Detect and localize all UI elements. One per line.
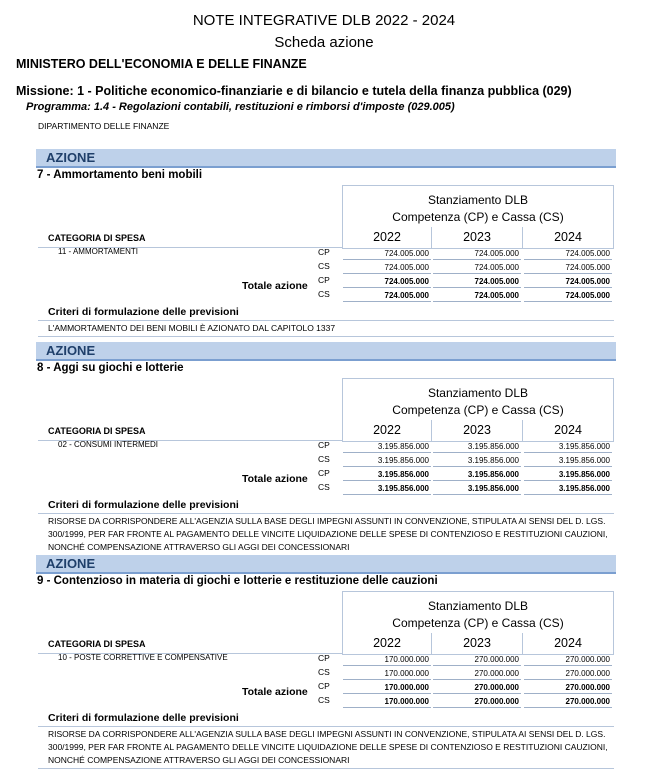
year-header: 2024 (523, 227, 614, 249)
categoria-header: CATEGORIA DI SPESA (48, 639, 146, 649)
tot-cs-value: 270.000.000 (433, 695, 521, 708)
program-title: Programma: 1.4 - Regolazioni contabili, restituzioni e rimborsi d'imposte (029.005) (26, 101, 455, 113)
criteria-text: NONCHÉ COMPENSAZIONE ATTRAVERSO GLI AGGI DEI CONCESSIONARI (48, 755, 350, 765)
stanziamento-line1: Stanziamento DLB (427, 599, 529, 613)
ministry-name: MINISTERO DELL'ECONOMIA E DELLE FINANZE (16, 57, 307, 71)
year-header: 2024 (523, 633, 614, 655)
row-type-label: CS (318, 289, 330, 299)
cs-value: 3.195.856.000 (433, 454, 521, 467)
azione-label: AZIONE (46, 150, 96, 165)
cs-value: 170.000.000 (343, 667, 431, 680)
action-name: 7 - Ammortamento beni mobili (37, 169, 203, 181)
azione-label: AZIONE (46, 343, 96, 358)
cp-value: 3.195.856.000 (524, 440, 612, 453)
row-type-label: CS (318, 454, 330, 464)
criteria-text: RISORSE DA CORRISPONDERE ALL'AGENZIA SULLA BASE DEGLI IMPEGNI ASSUNTI IN CONVENZIONE, STIPULATA AI SENSI DEL D. LGS. (48, 729, 606, 739)
cs-value: 724.005.000 (524, 261, 612, 274)
action-name: 9 - Contenzioso in materia di giochi e lotterie e restituzione delle cauzioni (37, 575, 438, 587)
totale-azione-label: Totale azione (242, 473, 308, 485)
azione-header-bar (36, 149, 616, 168)
action-name: 8 - Aggi su giochi e lotterie (37, 362, 184, 374)
tot-cs-value: 3.195.856.000 (433, 482, 521, 495)
cp-value: 270.000.000 (433, 653, 521, 666)
action-section (0, 342, 648, 552)
mission-title: Missione: 1 - Politiche economico-finanziarie e di bilancio e tutela della finanza pubblica (029) (16, 84, 572, 98)
azione-header-bar (36, 555, 616, 574)
action-section (0, 555, 648, 765)
criteri-heading: Criteri di formulazione delle previsioni (48, 306, 239, 318)
stanziamento-line2: Competenza (CP) e Cassa (CS) (392, 210, 564, 224)
divider (38, 320, 614, 321)
cp-value: 724.005.000 (433, 247, 521, 260)
divider (38, 336, 614, 337)
divider (38, 768, 614, 769)
tot-cp-value: 270.000.000 (524, 681, 612, 694)
row-type-label: CS (318, 667, 330, 677)
year-header: 2023 (432, 633, 523, 655)
totale-azione-label: Totale azione (242, 280, 308, 292)
year-header: 2022 (342, 633, 432, 655)
cp-value: 3.195.856.000 (433, 440, 521, 453)
category-name: 10 - POSTE CORRETTIVE E COMPENSATIVE (58, 653, 228, 662)
tot-cp-value: 724.005.000 (524, 275, 612, 288)
document-title: NOTE INTEGRATIVE DLB 2022 - 2024 (192, 12, 456, 29)
year-header: 2022 (342, 420, 432, 442)
row-type-label: CS (318, 261, 330, 271)
tot-cp-value: 3.195.856.000 (343, 468, 431, 481)
tot-cs-value: 170.000.000 (343, 695, 431, 708)
azione-header-bar (36, 342, 616, 361)
criteria-text: NONCHÉ COMPENSAZIONE ATTRAVERSO GLI AGGI DEI CONCESSIONARI (48, 542, 350, 552)
cp-value: 724.005.000 (524, 247, 612, 260)
stanziamento-header (342, 591, 614, 633)
criteri-heading: Criteri di formulazione delle previsioni (48, 712, 239, 724)
totale-azione-label: Totale azione (242, 686, 308, 698)
row-type-label: CS (318, 695, 330, 705)
cp-value: 170.000.000 (343, 653, 431, 666)
year-header: 2024 (523, 420, 614, 442)
year-header: 2023 (432, 420, 523, 442)
row-type-label: CP (318, 653, 330, 663)
row-type-label: CP (318, 681, 330, 691)
cs-value: 270.000.000 (524, 667, 612, 680)
cs-value: 3.195.856.000 (524, 454, 612, 467)
row-type-label: CP (318, 275, 330, 285)
tot-cs-value: 3.195.856.000 (524, 482, 612, 495)
cs-value: 724.005.000 (433, 261, 521, 274)
cs-value: 3.195.856.000 (343, 454, 431, 467)
tot-cp-value: 724.005.000 (343, 275, 431, 288)
tot-cs-value: 724.005.000 (524, 289, 612, 302)
row-type-label: CP (318, 247, 330, 257)
year-header: 2023 (432, 227, 523, 249)
category-name: 02 - CONSUMI INTERMEDI (58, 440, 159, 449)
tot-cp-value: 270.000.000 (433, 681, 521, 694)
department-name: DIPARTIMENTO DELLE FINANZE (38, 121, 170, 131)
row-type-label: CP (318, 440, 330, 450)
document-subtitle: Scheda azione (274, 34, 374, 51)
criteria-text: RISORSE DA CORRISPONDERE ALL'AGENZIA SULLA BASE DEGLI IMPEGNI ASSUNTI IN CONVENZIONE, STIPULATA AI SENSI DEL D. LGS. (48, 516, 606, 526)
tot-cs-value: 270.000.000 (524, 695, 612, 708)
tot-cp-value: 724.005.000 (433, 275, 521, 288)
stanziamento-line2: Competenza (CP) e Cassa (CS) (392, 403, 564, 417)
year-header: 2022 (342, 227, 432, 249)
row-type-label: CP (318, 468, 330, 478)
stanziamento-header (342, 185, 614, 227)
cp-value: 270.000.000 (524, 653, 612, 666)
criteria-text: 300/1999, PER FAR FRONTE AL PAGAMENTO DELLE VINCITE LIQUIDAZIONE DELLE SPESE DI CONTENZIOSO E RESTITUZIONI CAUZIONI, (48, 742, 608, 752)
tot-cs-value: 724.005.000 (343, 289, 431, 302)
categoria-header: CATEGORIA DI SPESA (48, 233, 146, 243)
divider (38, 726, 614, 727)
cs-value: 270.000.000 (433, 667, 521, 680)
cp-value: 3.195.856.000 (343, 440, 431, 453)
categoria-header: CATEGORIA DI SPESA (48, 426, 146, 436)
stanziamento-line1: Stanziamento DLB (427, 193, 529, 207)
stanziamento-line1: Stanziamento DLB (427, 386, 529, 400)
category-name: 11 - AMMORTAMENTI (58, 247, 139, 256)
criteria-text: L'AMMORTAMENTO DEI BENI MOBILI È AZIONATO DAL CAPITOLO 1337 (48, 323, 336, 333)
tot-cp-value: 170.000.000 (343, 681, 431, 694)
tot-cp-value: 3.195.856.000 (433, 468, 521, 481)
tot-cp-value: 3.195.856.000 (524, 468, 612, 481)
tot-cs-value: 3.195.856.000 (343, 482, 431, 495)
tot-cs-value: 724.005.000 (433, 289, 521, 302)
cs-value: 724.005.000 (343, 261, 431, 274)
criteria-text: 300/1999, PER FAR FRONTE AL PAGAMENTO DELLE VINCITE LIQUIDAZIONE DELLE SPESE DI CONTENZIOSO E RESTITUZIONI CAUZIONI, (48, 529, 608, 539)
stanziamento-line2: Competenza (CP) e Cassa (CS) (392, 616, 564, 630)
action-section (0, 149, 648, 343)
criteri-heading: Criteri di formulazione delle previsioni (48, 499, 239, 511)
cp-value: 724.005.000 (343, 247, 431, 260)
divider (38, 513, 614, 514)
azione-label: AZIONE (46, 556, 96, 571)
row-type-label: CS (318, 482, 330, 492)
stanziamento-header (342, 378, 614, 420)
